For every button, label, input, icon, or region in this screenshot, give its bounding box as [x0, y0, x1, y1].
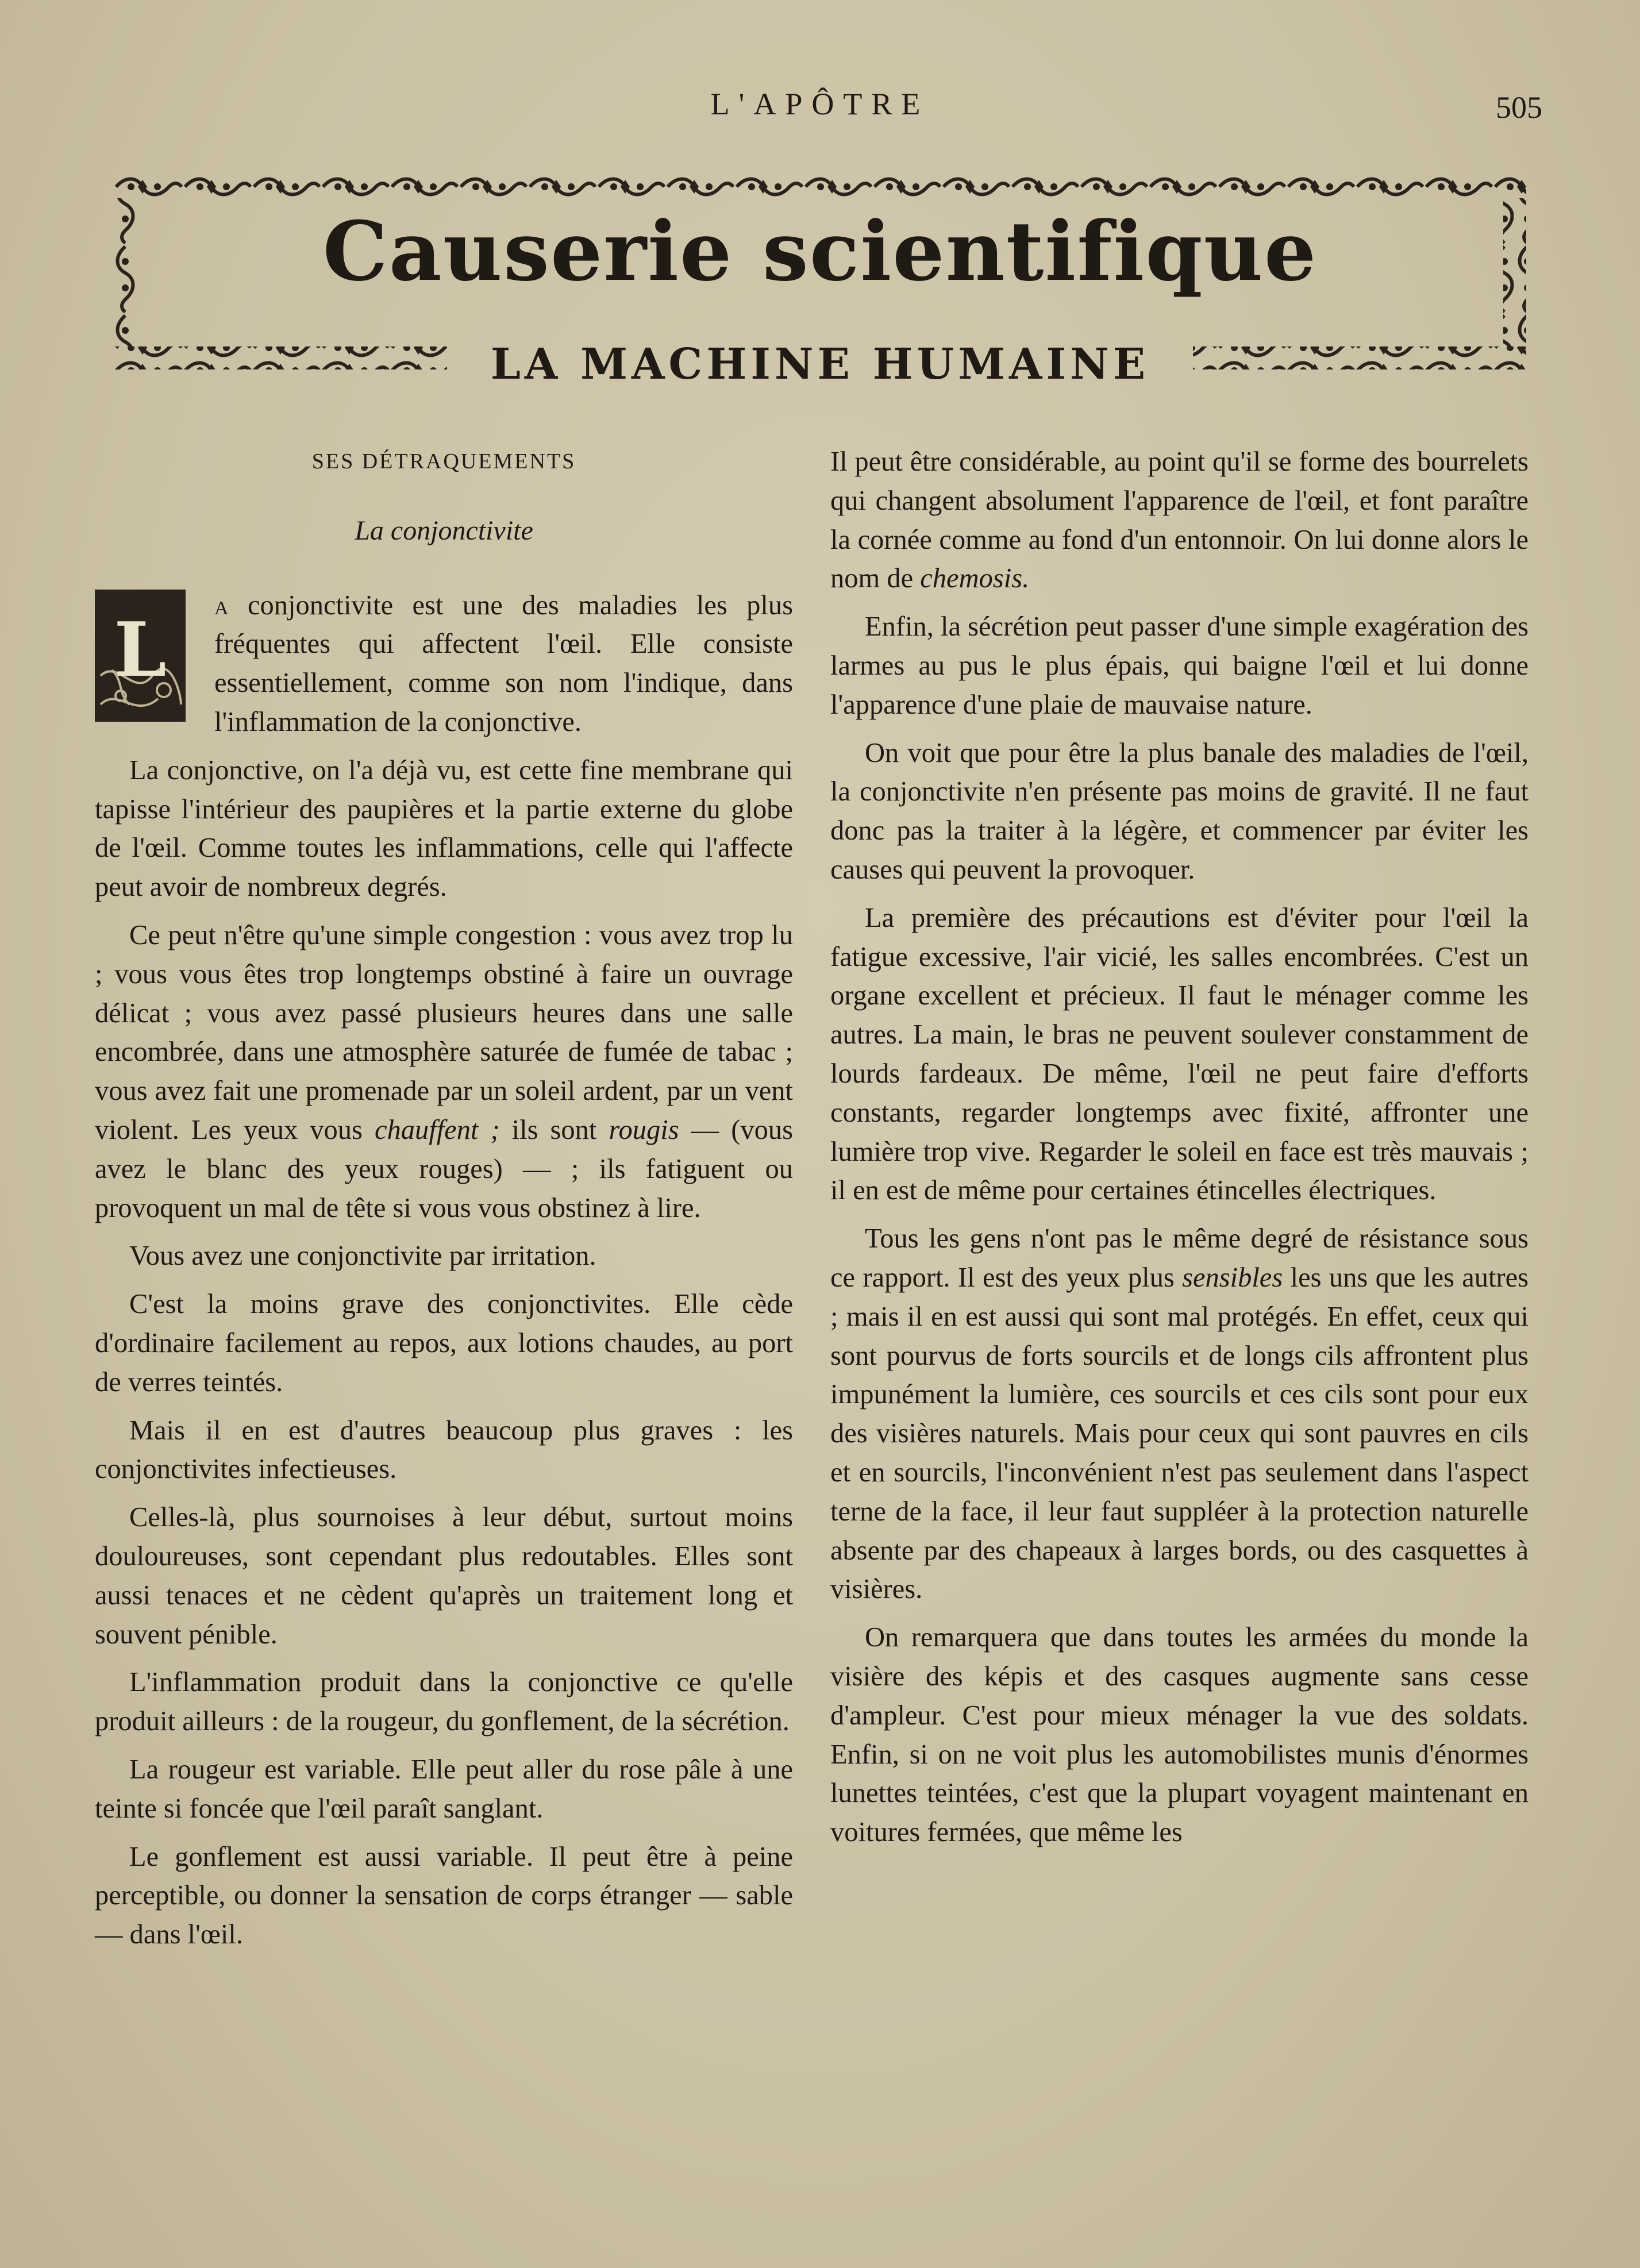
paragraph-text: — (vous avez le blanc des yeux rouges) — ; ils fatiguent ou provoquent un mal de tête si vous vous obstinez à lire.	[95, 1114, 793, 1223]
first-paragraph	[95, 586, 793, 742]
paragraph: On voit que pour être la plus banale des maladies de l'œil, la conjonctivite n'en présente pas moins de gravité. Il ne faut donc pas la traiter à la légère, et commencer par éviter les causes qui peuvent la provoquer.	[830, 737, 1529, 885]
dropcap-letter: L	[114, 605, 167, 694]
article-subheading: La conjonctivite	[355, 515, 533, 546]
emphasis: chauffent ;	[374, 1114, 500, 1145]
paragraph	[830, 1219, 1529, 1609]
paragraph: On remarquera que dans toutes les armées du monde la visière des képis et des casques augmente sans cesse d'ampleur. C'est pour mieux ménager la vue des soldats. Enfin, si on ne voit plus les automobilistes munis d'énormes lunettes teintées, c'est que la plupart voyagent maintenant en voitures fermées, que même les	[830, 1622, 1529, 1848]
dropcap	[95, 590, 198, 722]
paragraph: La rougeur est variable. Elle peut aller du rose pâle à une teinte si foncée que l'œil paraît sanglant.	[95, 1754, 793, 1824]
paragraph-text: ils sont	[511, 1114, 597, 1145]
left-column	[95, 442, 793, 1954]
paragraph-text: les uns que les autres ; mais il en est aussi qui sont mal protégés. En effet, ceux qui sont pourvus de forts sourcils et de longs cils affrontent plus impunément la lumière, ces sourcils et ces cils sont pour eux des visières naturels. Mais pour ceux qui sont pauvres en cils et en sourcils, l'inconvénient n'est pas seulement dans l'aspect terne de la face, il leur faut suppléer à la protection naturelle absente par des chapeaux à larges bords, ou des casquettes à visières.	[830, 1262, 1529, 1605]
paragraph: Le gonflement est aussi variable. Il peut être à peine perceptible, ou donner la sensation de corps étranger — sable — dans l'œil.	[95, 1841, 793, 1950]
right-column	[830, 442, 1529, 1852]
paragraph: La conjonctive, on l'a déjà vu, est cette fine membrane qui tapisse l'intérieur des paupières et la partie externe du globe de l'œil. Comme toutes les inflammations, celle qui l'affecte peut avoir de nombreux degrés.	[95, 754, 793, 903]
paragraph-text: Il peut être considérable, au point qu'il se forme des bourrelets qui changent absolument l'apparence de l'œil, et font paraître la cornée comme au fond d'un entonnoir. On lui donne alors le nom de	[830, 446, 1529, 594]
paragraph: Mais il en est d'autres beaucoup plus graves : les conjonctivites infectieuses.	[95, 1415, 793, 1485]
paragraph-text: conjonctivite est une des maladies les plus fréquentes qui affectent l'œil. Elle consiste essentiellement, comme son nom l'indique, dans l'inflammation de la conjonctive.	[214, 590, 793, 737]
paragraph: La première des précautions est d'éviter pour l'œil la fatigue excessive, l'air vicié, les salles encombrées. C'est un organe excellent et précieux. Il faut le ménager comme les autres. La main, le bras ne peuvent soulever constamment de lourds fardeaux. De même, l'œil ne peut faire d'efforts constants, regarder longtemps avec fixité, affronter une lumière trop vive. Regarder le soleil en face est très mauvais ; il en est de même pour certaines étincelles électriques.	[830, 902, 1529, 1206]
article-title: LA MACHINE HUMAINE	[490, 340, 1150, 389]
paragraph: Vous avez une conjonctivite par irritation.	[129, 1241, 596, 1272]
paragraph-text: Tous les gens n'ont pas le même degré de résistance sous ce rapport. Il est des yeux plus	[830, 1223, 1529, 1293]
emphasis: sensibles	[1182, 1262, 1283, 1293]
paragraph: L'inflammation produit dans la conjonctive ce qu'elle produit ailleurs : de la rougeur, du gonflement, de la sécrétion.	[95, 1667, 793, 1737]
paragraph: Enfin, la sécrétion peut passer d'une simple exagération des larmes au pus le plus épais, qui baigne l'œil et lui donne l'apparence d'une plaie de mauvaise nature.	[830, 611, 1529, 720]
paragraph: C'est la moins grave des conjonctivites. Elle cède d'ordinaire facilement au repos, aux lotions chaudes, au port de verres teintés.	[95, 1289, 793, 1397]
section-title: Causerie scientifique	[322, 204, 1318, 299]
emphasis: rougis	[609, 1114, 679, 1145]
page-number: 505	[1496, 90, 1542, 125]
paragraph	[830, 442, 1529, 598]
title-frame	[114, 175, 1526, 394]
paragraph	[95, 586, 793, 742]
paragraph	[95, 916, 793, 1227]
journal-name: L'APÔTRE	[710, 87, 930, 121]
paragraph-text: Ce peut n'être qu'une simple congestion : vous avez trop lu ; vous vous êtes trop longtemps obstiné à faire un ouvrage délicat ; vous avez passé plusieurs heures dans une salle encombrée, dans une atmosphère saturée de fumée de tabac ; vous avez fait une promenade par un soleil ardent, par un vent violent. Les yeux vous	[95, 919, 793, 1145]
emphasis: chemosis.	[920, 563, 1030, 594]
article-heading: SES DÉTRAQUEMENTS	[311, 449, 576, 473]
first-word: a	[214, 590, 229, 621]
running-head	[0, 86, 1640, 132]
paragraph: Celles-là, plus sournoises à leur début, surtout moins douloureuses, sont cependant plus redoutables. Elles sont aussi tenaces et ne cèdent qu'après un traitement long et souvent pénible.	[95, 1502, 793, 1650]
